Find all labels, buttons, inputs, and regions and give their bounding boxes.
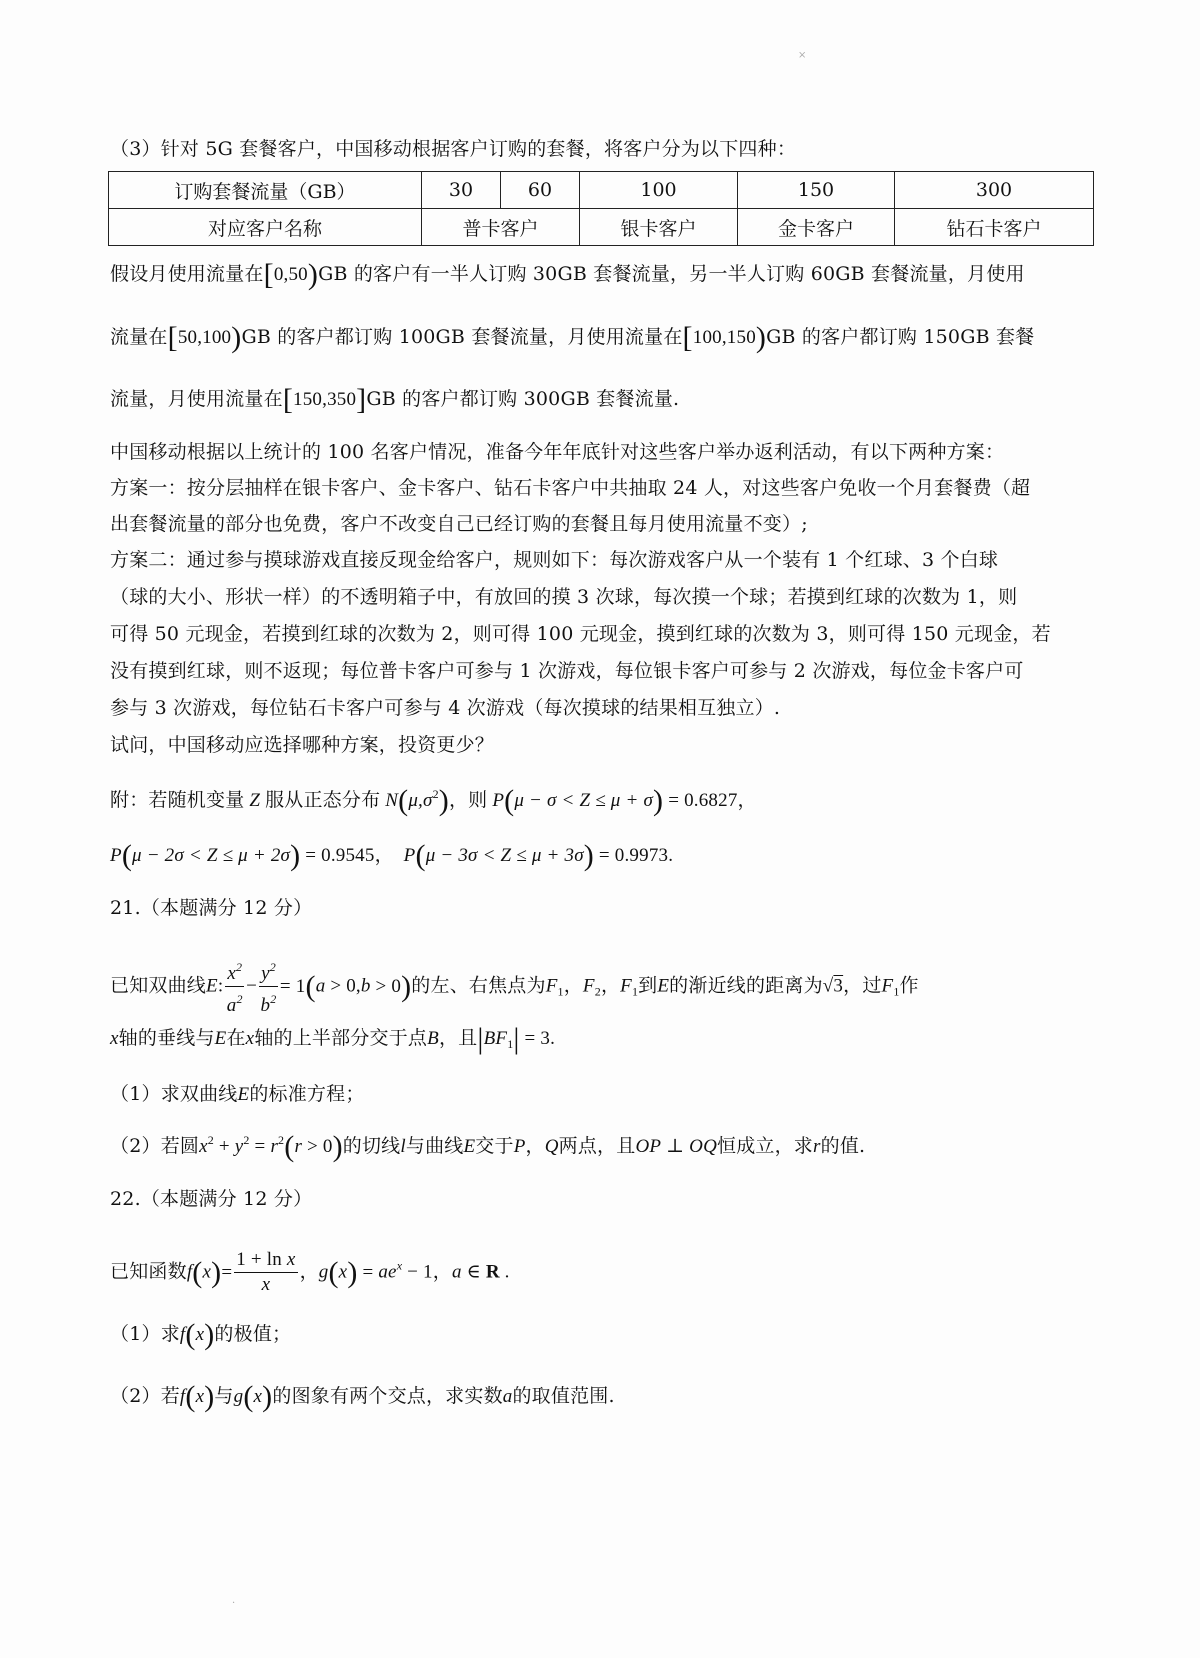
table-row — [109, 172, 1094, 209]
table-header-cell: 对应客户名称 — [109, 209, 422, 246]
table-cell: 普卡客户 — [422, 209, 580, 246]
table-header-cell: 订购套餐流量（GB） — [109, 172, 422, 209]
paragraph-line: 方案二：通过参与摸球游戏直接反现金给客户，规则如下：每次游戏客户从一个装有 1 个红球、3 个白球 — [110, 549, 999, 571]
table-row — [109, 209, 1094, 246]
plan-table — [108, 171, 1094, 246]
appendix-line-2: P(μ − 2σ < Z ≤ μ + 2σ) = 0.9545， P(μ − 3σ < Z ≤ μ + 3σ) = 0.9973. — [110, 839, 674, 872]
question-22-part-2: （2）若f(x)与g(x)的图象有两个交点，求实数a的取值范围. — [110, 1380, 615, 1413]
table-cell: 150 — [738, 172, 895, 209]
question-22-line-1: 已知函数f(x)= $\frac{\text{1 + ln x}}{x}$ ，$g(x) = ae^x - 1$，a ∈ R . — [110, 1249, 510, 1295]
table-cell: 100 — [580, 172, 738, 209]
table-cell: 300 — [895, 172, 1094, 209]
paragraph-line: 试问，中国移动应选择哪种方案，投资更少？ — [110, 734, 495, 756]
assume-line-1: 假设月使用流量在[0,50)GB 的客户有一半人订购 30GB 套餐流量，另一半人订购 60GB 套餐流量，月使用 — [110, 258, 1025, 291]
table-cell: 钻石卡客户 — [895, 209, 1094, 246]
paragraph-line: （球的大小、形状一样）的不透明箱子中，有放回的摸 3 次球，每次摸一个球；若摸到红球的次数为 1，则 — [110, 586, 1018, 608]
question-21-line-1: 已知双曲线E: $\frac{x^2}{a^2}$ − $\frac{y^2}{b^2}$ = 1(a > 0,b > 0)的左、右焦点为$F_1$，$F_2$，$F_1$到E的渐近线的距离为√3，过$F_1$作 — [110, 955, 919, 1018]
question-21-line-2: x轴的垂线与E在x轴的上半部分交于点B，且$|BF_1| = 3$. — [110, 1022, 556, 1055]
table-cell: 30 — [422, 172, 501, 209]
question-21-part-1: （1）求双曲线E的标准方程； — [110, 1083, 365, 1105]
question-21-title: 21.（本题满分 12 分） — [110, 897, 313, 919]
paragraph-line: 没有摸到红球，则不返现；每位普卡客户可参与 1 次游戏，每位银卡客户可参与 2 次游戏，每位金卡客户可 — [110, 660, 1024, 682]
assume-line-2: 流量在[50,100)GB 的客户都订购 100GB 套餐流量，月使用流量在[100,150)GB 的客户都订购 150GB 套餐 — [110, 321, 1035, 354]
scan-speck: · — [232, 1598, 236, 1609]
table-cell: 银卡客户 — [580, 209, 738, 246]
paragraph-line: 可得 50 元现金，若摸到红球的次数为 2，则可得 100 元现金，摸到红球的次数为 3，则可得 150 元现金，若 — [110, 623, 1051, 645]
paragraph-line: 参与 3 次游戏，每位钻石卡客户可参与 4 次游戏（每次摸球的结果相互独立）. — [110, 697, 781, 719]
paragraph-line: 中国移动根据以上统计的 100 名客户情况，准备今年年底针对这些客户举办返利活动，有以下两种方案： — [110, 441, 1005, 463]
intro-line: （3）针对 5G 套餐客户，中国移动根据客户订购的套餐，将客户分为以下四种： — [110, 138, 797, 160]
table-cell: 金卡客户 — [738, 209, 895, 246]
appendix-line-1: 附：若随机变量 Z 服从正态分布 $N(\mu,\sigma^2)$，则 P(μ − σ < Z ≤ μ + σ) = 0.6827， — [110, 784, 757, 817]
paragraph-line: 出套餐流量的部分也免费，客户不改变自己已经订购的套餐且每月使用流量不变）; — [110, 513, 808, 535]
question-22-part-1: （1）求f(x)的极值； — [110, 1318, 292, 1351]
scan-speck: × — [798, 50, 807, 61]
paragraph-line: 方案一：按分层抽样在银卡客户、金卡客户、钻石卡客户中共抽取 24 人，对这些客户免收一个月套餐费（超 — [110, 477, 1031, 499]
question-22-title: 22.（本题满分 12 分） — [110, 1188, 313, 1210]
table-cell: 60 — [501, 172, 580, 209]
assume-line-3: 流量，月使用流量在[150,350]GB 的客户都订购 300GB 套餐流量. — [110, 383, 680, 416]
question-21-part-2: （2）若圆$x^2 + y^2 = r^2(r > 0)$的切线l与曲线E交于P，Q两点，且OP ⊥ OQ恒成立，求r的值. — [110, 1130, 866, 1163]
